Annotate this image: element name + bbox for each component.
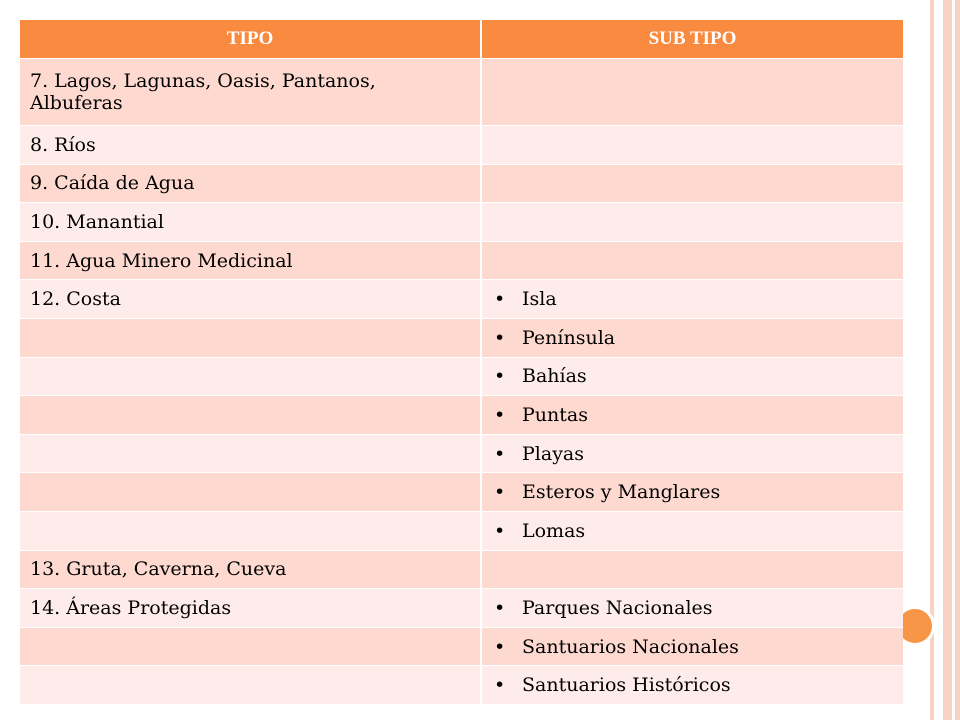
cell-subtipo xyxy=(481,666,903,705)
bullet-icon: • xyxy=(494,519,506,542)
subtipo-label: Península xyxy=(522,326,616,349)
table-row xyxy=(20,511,903,550)
cell-tipo xyxy=(20,511,481,550)
table-row xyxy=(20,59,903,126)
table-row xyxy=(20,550,903,589)
subtipo-label: Santuarios Nacionales xyxy=(522,635,739,658)
cell-tipo: 13. Gruta, Caverna, Cueva xyxy=(20,550,481,589)
table-row xyxy=(20,434,903,473)
cell-subtipo xyxy=(481,318,903,357)
cell-tipo: 9. Caída de Agua xyxy=(20,164,481,203)
table-row xyxy=(20,241,903,280)
bullet-icon: • xyxy=(494,365,506,388)
cell-tipo: 8. Ríos xyxy=(20,126,481,165)
table-row xyxy=(20,357,903,396)
bullet-icon: • xyxy=(494,403,506,426)
subtipo-label: Playas xyxy=(522,442,585,465)
subtipo-label: Santuarios Históricos xyxy=(522,674,731,697)
cell-subtipo xyxy=(481,511,903,550)
tipo-subtipo-table xyxy=(20,20,903,705)
bullet-icon: • xyxy=(494,635,506,658)
cell-subtipo xyxy=(481,589,903,628)
cell-subtipo xyxy=(481,241,903,280)
table-row xyxy=(20,627,903,666)
cell-subtipo xyxy=(481,434,903,473)
table-row xyxy=(20,203,903,242)
bullet-icon: • xyxy=(494,596,506,619)
cell-tipo: 14. Áreas Protegidas xyxy=(20,589,481,628)
cell-subtipo xyxy=(481,126,903,165)
table-body xyxy=(20,59,903,705)
cell-subtipo xyxy=(481,203,903,242)
table-row xyxy=(20,164,903,203)
cell-tipo: 10. Manantial xyxy=(20,203,481,242)
table-row xyxy=(20,126,903,165)
subtipo-label: Parques Nacionales xyxy=(522,596,713,619)
bullet-icon: • xyxy=(494,442,506,465)
cell-tipo xyxy=(20,666,481,705)
subtipo-label: Bahías xyxy=(522,365,587,388)
subtipo-label: Puntas xyxy=(522,403,588,426)
cell-subtipo xyxy=(481,627,903,666)
subtipo-label: Isla xyxy=(522,288,557,311)
table-header xyxy=(20,20,903,59)
table-row xyxy=(20,473,903,512)
decorative-rail-left xyxy=(930,0,934,720)
bullet-icon: • xyxy=(494,674,506,697)
cell-tipo: 11. Agua Minero Medicinal xyxy=(20,241,481,280)
cell-tipo xyxy=(20,434,481,473)
table-row xyxy=(20,396,903,435)
cell-subtipo xyxy=(481,396,903,435)
cell-tipo xyxy=(20,473,481,512)
cell-tipo xyxy=(20,627,481,666)
decorative-rail-middle xyxy=(943,0,952,720)
cell-tipo: 7. Lagos, Lagunas, Oasis, Pantanos, Albuferas xyxy=(20,59,481,126)
table-row xyxy=(20,280,903,319)
table-row xyxy=(20,589,903,628)
bullet-icon: • xyxy=(494,288,506,311)
cell-tipo xyxy=(20,357,481,396)
header-tipo: TIPO xyxy=(20,20,481,59)
bullet-icon: • xyxy=(494,481,506,504)
decorative-rail-right xyxy=(955,0,960,720)
cell-subtipo xyxy=(481,280,903,319)
cell-subtipo xyxy=(481,164,903,203)
table-row xyxy=(20,318,903,357)
cell-subtipo xyxy=(481,473,903,512)
subtipo-label: Lomas xyxy=(522,519,586,542)
cell-subtipo xyxy=(481,550,903,589)
header-subtipo: SUB TIPO xyxy=(481,20,903,59)
cell-subtipo xyxy=(481,357,903,396)
header-row xyxy=(20,20,903,59)
subtipo-label: Esteros y Manglares xyxy=(522,481,721,504)
bullet-icon: • xyxy=(494,326,506,349)
cell-subtipo xyxy=(481,59,903,126)
cell-tipo: 12. Costa xyxy=(20,280,481,319)
table-row xyxy=(20,666,903,705)
cell-tipo xyxy=(20,318,481,357)
cell-tipo xyxy=(20,396,481,435)
